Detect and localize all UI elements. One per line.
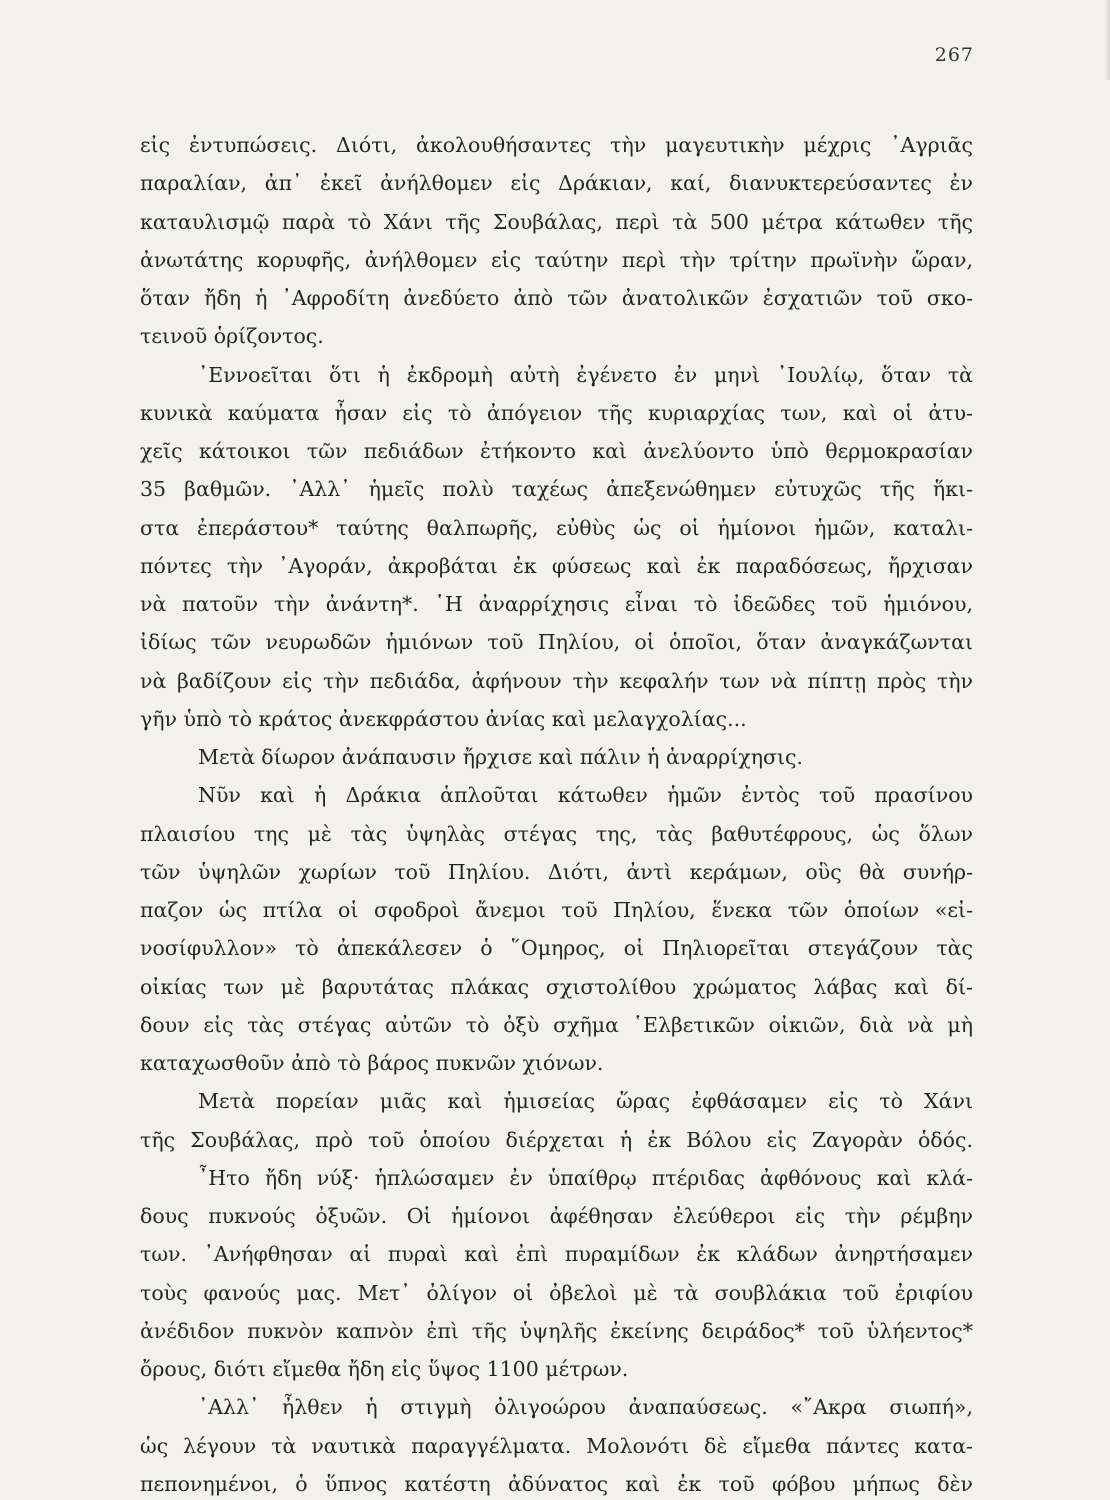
text-line: εἰς ἐντυπώσεις. Διότι, ἀκολουθήσαντες τὴν μαγευτικὴν μέχρις ᾿Αγριᾶς xyxy=(140,133,973,157)
text-line: οἰκίας των μὲ βαρυτάτας πλάκας σχιστολίθου χρώματος λάβας καὶ δί- xyxy=(140,974,973,999)
text-line: ἀνωτάτης κορυφῆς, ἀνήλθομεν εἰς ταύτην περὶ τὴν τρίτην πρωϊνὴν ὥραν, xyxy=(140,247,973,272)
text-line: πεπονημένοι, ὁ ὕπνος κατέστη ἀδύνατος καὶ ἐκ τοῦ φόβου μήπως δὲν xyxy=(140,1471,973,1496)
page-edge-shadow xyxy=(1104,0,1110,80)
text-line: ᾿Αλλ᾿ ἦλθεν ἡ στιγμὴ ὀλιγοώρου ἀναπαύσεως. «῎Ακρα σιωπή», xyxy=(198,1395,973,1420)
body-text xyxy=(140,126,973,1500)
text-line: καταυλισμῷ παρὰ τὸ Χάνι τῆς Σουβάλας, περὶ τὰ 500 μέτρα κάτωθεν τῆς xyxy=(140,209,973,234)
text-line: ἰδίως τῶν νευρωδῶν ἡμιόνων τοῦ Πηλίου, οἱ ὁποῖοι, ὅταν ἀναγκάζωνται xyxy=(140,630,973,655)
text-line: ὄρους, διότι εἴμεθα ἤδη εἰς ὕψος 1100 μέτρων. xyxy=(140,1357,629,1381)
text-line: στα ἐπεράστου* ταύτης θαλπωρῆς, εὐθὺς ὡς οἱ ἡμίονοι ἡμῶν, καταλι- xyxy=(140,515,973,540)
text-line: νὰ βαδίζουν εἰς τὴν πεδιάδα, ἀφήνουν τὴν κεφαλήν των νὰ πίπτῃ πρὸς τὴν xyxy=(140,668,973,693)
text-line: Νῦν καὶ ἡ Δράκια ἁπλοῦται κάτωθεν ἡμῶν ἐντὸς τοῦ πρασίνου xyxy=(198,783,973,808)
text-line: τεινοῦ ὁρίζοντος. xyxy=(140,324,324,349)
text-line: χεῖς κάτοικοι τῶν πεδιάδων ἐτήκοντο καὶ ἀνελύοντο ὑπὸ θερμοκρασίαν xyxy=(140,439,973,463)
text-line: κυνικὰ καύματα ἦσαν εἰς τὸ ἀπόγειον τῆς κυριαρχίας των, καὶ οἱ ἀτυ- xyxy=(140,400,973,425)
text-line: ᾿Εννοεῖται ὅτι ἡ ἐκδρομὴ αὐτὴ ἐγένετο ἐν μηνὶ ᾿Ιουλίῳ, ὅταν τὰ xyxy=(198,362,973,387)
text-line: παζον ὡς πτίλα οἱ σφοδροὶ ἄνεμοι τοῦ Πηλίου, ἕνεκα τῶν ὁποίων «εἰ- xyxy=(140,898,973,922)
text-line: ὡς λέγουν τὰ ναυτικὰ παραγγέλματα. Μολονότι δὲ εἴμεθα πάντες κατα- xyxy=(140,1433,973,1458)
page-number: 267 xyxy=(934,44,974,66)
text-line: 35 βαθμῶν. ᾿Αλλ᾿ ἡμεῖς πολὺ ταχέως ἀπεξενώθημεν εὐτυχῶς τῆς ἥκι- xyxy=(140,477,973,502)
text-line: ὅταν ἤδη ἡ ᾿Αφροδίτη ἀνεδύετο ἀπὸ τῶν ἀνατολικῶν ἐσχατιῶν τοῦ σκο- xyxy=(140,286,973,310)
text-line: δουν εἰς τὰς στέγας αὐτῶν τὸ ὀξὺ σχῆμα ῾Ελβετικῶν οἰκιῶν, διὰ νὰ μὴ xyxy=(140,1012,973,1037)
text-line: πλαισίου της μὲ τὰς ὑψηλὰς στέγας της, τὰς βαθυτέφρους, ὡς ὅλων xyxy=(140,821,973,846)
text-line: των. ᾿Ανήφθησαν αἱ πυραὶ καὶ ἐπὶ πυραμίδων ἐκ κλάδων ἀνηρτήσαμεν xyxy=(140,1242,973,1267)
text-line: γῆν ὑπὸ τὸ κράτος ἀνεκφράστου ἀνίας καὶ μελαγχολίας... xyxy=(140,706,747,731)
text-line: καταχωσθοῦν ἀπὸ τὸ βάρος πυκνῶν χιόνων. xyxy=(140,1051,604,1075)
text-line: τῆς Σουβάλας, πρὸ τοῦ ὁποίου διέρχεται ἡ ἐκ Βόλου εἰς Ζαγορὰν ὁδός. xyxy=(140,1127,973,1152)
text-line: ἀνέδιδον πυκνὸν καπνὸν ἐπὶ τῆς ὑψηλῆς ἐκείνης δειράδος* τοῦ ὑλήεντος* xyxy=(140,1318,973,1343)
text-line: δους πυκνούς ὀξυῶν. Οἱ ἡμίονοι ἀφέθησαν ἐλεύθεροι εἰς τὴν ρέμβην xyxy=(140,1204,973,1228)
text-line: Μετὰ πορείαν μιᾶς καὶ ἡμισείας ὥρας ἐφθάσαμεν εἰς τὸ Χάνι xyxy=(198,1089,973,1114)
text-line: νὰ πατοῦν τὴν ἀνάντη*. ῾Η ἀναρρίχησις εἶναι τὸ ἰδεῶδες τοῦ ἡμιόνου, xyxy=(140,592,973,616)
text-line: τῶν ὑψηλῶν χωρίων τοῦ Πηλίου. Διότι, ἀντὶ κεράμων, οὓς θὰ συνήρ- xyxy=(140,859,973,884)
text-line: νοσίφυλλον» τὸ ἀπεκάλεσεν ὁ ῞Ομηρος, οἱ Πηλιορεῖται στεγάζουν τὰς xyxy=(140,936,973,961)
text-line: ῏Ητο ἤδη νύξ· ἡπλώσαμεν ἐν ὑπαίθρῳ πτέριδας ἀφθόνους καὶ κλά- xyxy=(198,1165,973,1190)
text-line: τοὺς φανούς μας. Μετ᾿ ὀλίγον οἱ ὀβελοὶ μὲ τὰ σουβλάκια τοῦ ἐριφίου xyxy=(140,1280,973,1305)
text-line: παραλίαν, ἀπ᾿ ἐκεῖ ἀνήλθομεν εἰς Δράκιαν, καί, διανυκτερεύσαντες ἐν xyxy=(140,171,973,196)
text-line: Μετὰ δίωρον ἀνάπαυσιν ἤρχισε καὶ πάλιν ἡ ἀναρρίχησις. xyxy=(198,745,804,769)
text-line: πόντες τὴν ᾿Αγοράν, ἀκροβάται ἐκ φύσεως καὶ ἐκ παραδόσεως, ἤρχισαν xyxy=(140,553,973,578)
